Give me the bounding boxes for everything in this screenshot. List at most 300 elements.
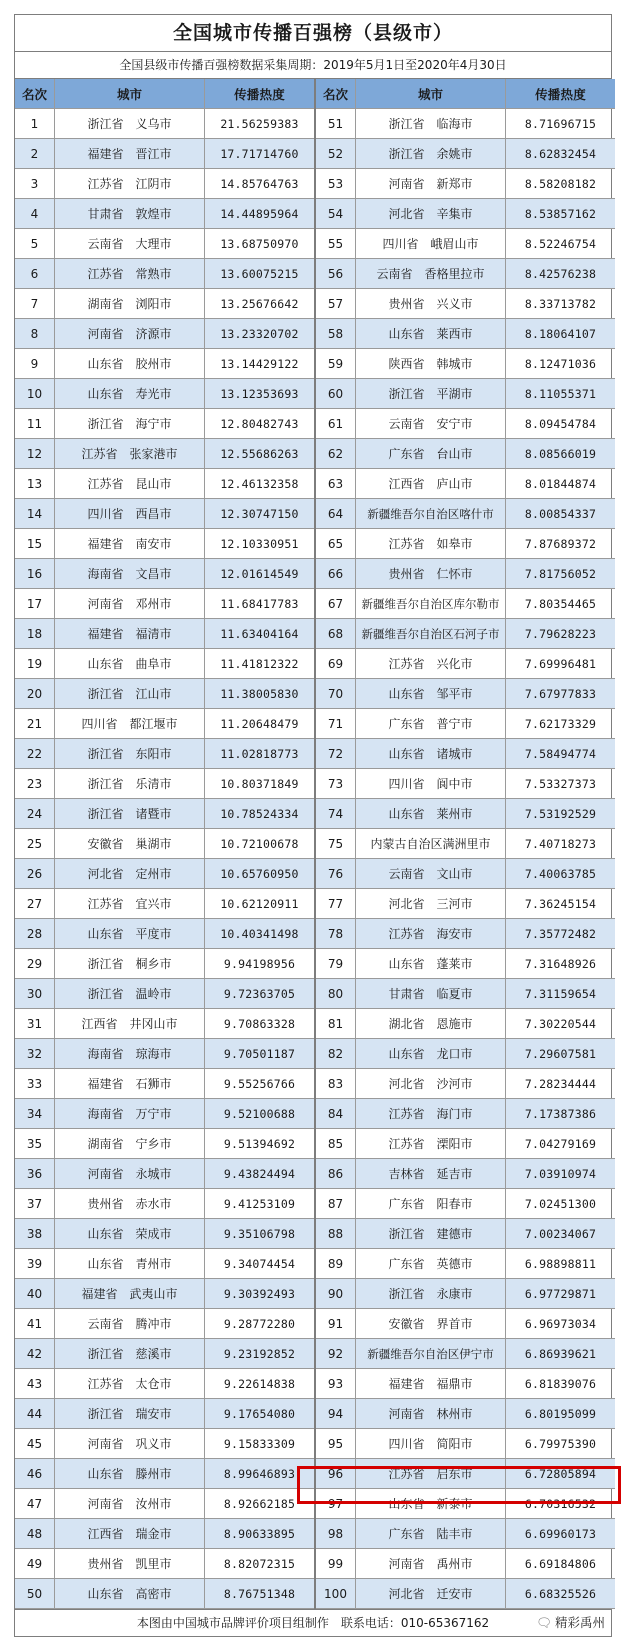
table-row <box>316 949 615 979</box>
row-city: 江苏省 江阴市 <box>55 169 205 198</box>
row-rank: 32 <box>15 1039 55 1068</box>
row-city: 浙江省 江山市 <box>55 679 205 708</box>
row-rank: 45 <box>15 1429 55 1458</box>
row-rank: 98 <box>316 1519 356 1548</box>
row-city: 河南省 济源市 <box>55 319 205 348</box>
row-city: 河南省 新郑市 <box>356 169 506 198</box>
row-rank: 50 <box>15 1579 55 1608</box>
row-rank: 47 <box>15 1489 55 1518</box>
row-rank: 84 <box>316 1099 356 1128</box>
row-city: 陕西省 韩城市 <box>356 349 506 378</box>
row-city: 山东省 曲阜市 <box>55 649 205 678</box>
row-rank: 87 <box>316 1189 356 1218</box>
table-row <box>15 139 314 169</box>
row-heat: 6.81839076 <box>524 1376 597 1391</box>
row-rank: 41 <box>15 1309 55 1338</box>
row-city: 江苏省 启东市 <box>356 1459 506 1488</box>
row-city: 贵州省 兴义市 <box>356 289 506 318</box>
row-heat: 7.03910974 <box>524 1166 597 1181</box>
row-rank: 42 <box>15 1339 55 1368</box>
row-heat: 12.01614549 <box>220 566 299 581</box>
row-rank: 36 <box>15 1159 55 1188</box>
table-row <box>15 1309 314 1339</box>
table-row <box>316 319 615 349</box>
row-heat: 8.09454784 <box>524 416 597 431</box>
row-city: 海南省 万宁市 <box>55 1099 205 1128</box>
row-heat: 13.12353693 <box>220 386 299 401</box>
table-row <box>316 529 615 559</box>
row-city: 浙江省 义乌市 <box>55 109 205 138</box>
row-heat: 7.40718273 <box>524 836 597 851</box>
table-row <box>15 1249 314 1279</box>
row-city: 江苏省 宜兴市 <box>55 889 205 918</box>
row-heat: 6.86939621 <box>524 1346 597 1361</box>
row-city: 浙江省 乐清市 <box>55 769 205 798</box>
row-rank: 48 <box>15 1519 55 1548</box>
row-rank: 71 <box>316 709 356 738</box>
row-rank: 24 <box>15 799 55 828</box>
table-row <box>316 709 615 739</box>
row-heat: 7.81756052 <box>524 566 597 581</box>
row-heat: 8.53857162 <box>524 206 597 221</box>
table-row <box>316 349 615 379</box>
row-city: 江苏省 溧阳市 <box>356 1129 506 1158</box>
header-city: 城市 <box>55 79 205 108</box>
row-heat: 8.99646893 <box>223 1466 296 1481</box>
row-rank: 20 <box>15 679 55 708</box>
row-city: 河南省 汝州市 <box>55 1489 205 1518</box>
row-rank: 33 <box>15 1069 55 1098</box>
right-column <box>314 79 615 1609</box>
row-rank: 61 <box>316 409 356 438</box>
row-heat: 10.72100678 <box>220 836 299 851</box>
row-heat: 9.43824494 <box>223 1166 296 1181</box>
row-heat: 7.04279169 <box>524 1136 597 1151</box>
row-city: 山东省 诸城市 <box>356 739 506 768</box>
row-city: 贵州省 赤水市 <box>55 1189 205 1218</box>
row-city: 山东省 荣成市 <box>55 1219 205 1248</box>
row-rank: 66 <box>316 559 356 588</box>
row-heat: 9.15833309 <box>223 1436 296 1451</box>
row-heat: 13.60075215 <box>220 266 299 281</box>
row-heat: 11.68417783 <box>220 596 299 611</box>
row-city: 河北省 定州市 <box>55 859 205 888</box>
row-city: 河南省 巩义市 <box>55 1429 205 1458</box>
row-rank: 76 <box>316 859 356 888</box>
table-row <box>15 589 314 619</box>
row-rank: 43 <box>15 1369 55 1398</box>
row-heat: 8.52246754 <box>524 236 597 251</box>
row-rank: 88 <box>316 1219 356 1248</box>
row-rank: 21 <box>15 709 55 738</box>
table-row <box>15 199 314 229</box>
row-heat: 10.62120911 <box>220 896 299 911</box>
row-rank: 11 <box>15 409 55 438</box>
row-city: 云南省 香格里拉市 <box>356 259 506 288</box>
table-row <box>15 1549 314 1579</box>
table-row <box>316 1249 615 1279</box>
table-row <box>15 1429 314 1459</box>
row-heat: 7.53192529 <box>524 806 597 821</box>
row-city: 福建省 石狮市 <box>55 1069 205 1098</box>
row-rank: 9 <box>15 349 55 378</box>
row-city: 广东省 陆丰市 <box>356 1519 506 1548</box>
table-row <box>316 1099 615 1129</box>
table-row <box>15 1369 314 1399</box>
row-city: 新疆维吾尔自治区喀什市 <box>356 499 506 528</box>
row-rank: 38 <box>15 1219 55 1248</box>
brand-watermark <box>536 1610 605 1636</box>
table-row <box>316 1459 615 1489</box>
row-rank: 82 <box>316 1039 356 1068</box>
row-city: 吉林省 延吉市 <box>356 1159 506 1188</box>
row-city: 浙江省 建德市 <box>356 1219 506 1248</box>
table-row <box>15 1069 314 1099</box>
table-row <box>15 1129 314 1159</box>
footer-credit: 本图由中国城市品牌评价项目组制作 联系电话：010-65367162 <box>136 1616 490 1630</box>
table-row <box>316 679 615 709</box>
table-row <box>316 1129 615 1159</box>
row-heat: 7.28234444 <box>524 1076 597 1091</box>
table-row <box>15 739 314 769</box>
row-rank: 39 <box>15 1249 55 1278</box>
header-heat: 传播热度 <box>535 86 586 102</box>
row-heat: 12.55686263 <box>220 446 299 461</box>
row-city: 江苏省 太仓市 <box>55 1369 205 1398</box>
row-city: 云南省 安宁市 <box>356 409 506 438</box>
row-city: 河北省 辛集市 <box>356 199 506 228</box>
row-city: 安徽省 界首市 <box>356 1309 506 1338</box>
row-city: 山东省 龙口市 <box>356 1039 506 1068</box>
table-row <box>15 1279 314 1309</box>
row-heat: 9.52100688 <box>223 1106 296 1121</box>
table-row <box>316 799 615 829</box>
table-row <box>15 349 314 379</box>
row-rank: 52 <box>316 139 356 168</box>
table-row <box>15 379 314 409</box>
row-heat: 7.40063785 <box>524 866 597 881</box>
row-rank: 27 <box>15 889 55 918</box>
brand-name: 精彩禹州 <box>554 1615 605 1630</box>
row-city: 四川省 西昌市 <box>55 499 205 528</box>
row-city: 河南省 禹州市 <box>356 1549 506 1578</box>
table-row <box>15 319 314 349</box>
table-row <box>15 709 314 739</box>
row-city: 广东省 英德市 <box>356 1249 506 1278</box>
row-rank: 19 <box>15 649 55 678</box>
row-rank: 22 <box>15 739 55 768</box>
table-row <box>15 829 314 859</box>
table-row <box>15 1219 314 1249</box>
row-heat: 11.02818773 <box>220 746 299 761</box>
row-city: 河南省 林州市 <box>356 1399 506 1428</box>
table-row <box>15 499 314 529</box>
page-title: 全国城市传播百强榜（县级市） <box>15 15 611 52</box>
row-city: 河南省 永城市 <box>55 1159 205 1188</box>
row-city: 山东省 胶州市 <box>55 349 205 378</box>
row-city: 甘肃省 临夏市 <box>356 979 506 1008</box>
row-heat: 10.65760950 <box>220 866 299 881</box>
row-rank: 55 <box>316 229 356 258</box>
row-rank: 10 <box>15 379 55 408</box>
table-row <box>316 169 615 199</box>
table-row <box>316 1489 615 1519</box>
row-rank: 28 <box>15 919 55 948</box>
row-heat: 8.18064107 <box>524 326 597 341</box>
row-heat: 8.01844874 <box>524 476 597 491</box>
row-heat: 7.67977833 <box>524 686 597 701</box>
row-rank: 13 <box>15 469 55 498</box>
table-row <box>316 439 615 469</box>
table-row <box>316 1519 615 1549</box>
row-rank: 2 <box>15 139 55 168</box>
wechat-icon: 🗨 <box>536 1615 552 1630</box>
row-city: 广东省 普宁市 <box>356 709 506 738</box>
row-rank: 90 <box>316 1279 356 1308</box>
row-heat: 7.53327373 <box>524 776 597 791</box>
table-row <box>316 1009 615 1039</box>
table-row <box>316 919 615 949</box>
row-heat: 8.76751348 <box>223 1586 296 1601</box>
row-rank: 35 <box>15 1129 55 1158</box>
row-city: 福建省 晋江市 <box>55 139 205 168</box>
row-rank: 12 <box>15 439 55 468</box>
row-rank: 68 <box>316 619 356 648</box>
row-rank: 78 <box>316 919 356 948</box>
row-heat: 21.56259383 <box>220 116 299 131</box>
row-heat: 9.72363705 <box>223 986 296 1001</box>
table-row <box>316 1339 615 1369</box>
table-row <box>316 1429 615 1459</box>
row-heat: 8.58208182 <box>524 176 597 191</box>
row-heat: 6.72805894 <box>524 1466 597 1481</box>
row-rank: 70 <box>316 679 356 708</box>
table-row <box>15 469 314 499</box>
header-rank: 名次 <box>316 79 356 108</box>
table-row <box>15 769 314 799</box>
row-rank: 65 <box>316 529 356 558</box>
table-row <box>316 859 615 889</box>
row-city: 浙江省 临海市 <box>356 109 506 138</box>
table-row <box>15 259 314 289</box>
table-row <box>15 289 314 319</box>
table-row <box>316 1309 615 1339</box>
row-city: 福建省 福清市 <box>55 619 205 648</box>
row-city: 云南省 腾冲市 <box>55 1309 205 1338</box>
table-row <box>15 109 314 139</box>
row-city: 江西省 瑞金市 <box>55 1519 205 1548</box>
row-city: 湖北省 恩施市 <box>356 1009 506 1038</box>
row-city: 河北省 迁安市 <box>356 1579 506 1608</box>
row-rank: 15 <box>15 529 55 558</box>
row-city: 海南省 琼海市 <box>55 1039 205 1068</box>
footer <box>15 1609 611 1636</box>
row-heat: 9.30392493 <box>223 1286 296 1301</box>
table-row <box>15 1159 314 1189</box>
table-row <box>15 1399 314 1429</box>
row-city: 山东省 邹平市 <box>356 679 506 708</box>
table-row <box>316 1399 615 1429</box>
row-heat: 7.69996481 <box>524 656 597 671</box>
table-row <box>316 739 615 769</box>
row-heat: 12.10330951 <box>220 536 299 551</box>
row-heat: 7.00234067 <box>524 1226 597 1241</box>
row-heat: 9.55256766 <box>223 1076 296 1091</box>
row-rank: 1 <box>15 109 55 138</box>
row-city: 江苏省 海安市 <box>356 919 506 948</box>
row-heat: 7.35772482 <box>524 926 597 941</box>
row-rank: 26 <box>15 859 55 888</box>
row-heat: 7.31648926 <box>524 956 597 971</box>
row-city: 海南省 文昌市 <box>55 559 205 588</box>
row-heat: 8.08566019 <box>524 446 597 461</box>
row-heat: 7.80354465 <box>524 596 597 611</box>
row-city: 浙江省 永康市 <box>356 1279 506 1308</box>
table-row <box>316 1279 615 1309</box>
row-rank: 59 <box>316 349 356 378</box>
row-rank: 77 <box>316 889 356 918</box>
row-rank: 69 <box>316 649 356 678</box>
row-heat: 6.97729871 <box>524 1286 597 1301</box>
table-header-left <box>15 79 314 109</box>
table-row <box>15 859 314 889</box>
table-header-right <box>316 79 615 109</box>
row-city: 内蒙古自治区满洲里市 <box>356 829 506 858</box>
row-rank: 67 <box>316 589 356 618</box>
table-row <box>15 1519 314 1549</box>
row-heat: 6.96973034 <box>524 1316 597 1331</box>
row-city: 山东省 寿光市 <box>55 379 205 408</box>
header-rank: 名次 <box>15 79 55 108</box>
row-heat: 7.29607581 <box>524 1046 597 1061</box>
row-heat: 6.79975390 <box>524 1436 597 1451</box>
row-heat: 11.20648479 <box>220 716 299 731</box>
row-city: 江苏省 昆山市 <box>55 469 205 498</box>
row-rank: 37 <box>15 1189 55 1218</box>
table-row <box>15 889 314 919</box>
row-heat: 9.28772280 <box>223 1316 296 1331</box>
row-heat: 8.33713782 <box>524 296 597 311</box>
table-row <box>316 1549 615 1579</box>
row-city: 新疆维吾尔自治区库尔勒市 <box>356 589 506 618</box>
row-heat: 7.58494774 <box>524 746 597 761</box>
row-city: 云南省 文山市 <box>356 859 506 888</box>
row-rank: 5 <box>15 229 55 258</box>
table-row <box>15 1009 314 1039</box>
table-row <box>316 259 615 289</box>
row-city: 四川省 峨眉山市 <box>356 229 506 258</box>
table-row <box>15 409 314 439</box>
row-heat: 6.69960173 <box>524 1526 597 1541</box>
row-city: 浙江省 余姚市 <box>356 139 506 168</box>
table-row <box>15 229 314 259</box>
row-rank: 85 <box>316 1129 356 1158</box>
row-rank: 6 <box>15 259 55 288</box>
row-heat: 13.23320702 <box>220 326 299 341</box>
row-city: 湖南省 浏阳市 <box>55 289 205 318</box>
row-heat: 9.34074454 <box>223 1256 296 1271</box>
row-heat: 9.41253109 <box>223 1196 296 1211</box>
table-row <box>15 1189 314 1219</box>
row-rank: 8 <box>15 319 55 348</box>
row-rank: 3 <box>15 169 55 198</box>
row-rank: 95 <box>316 1429 356 1458</box>
table-row <box>316 769 615 799</box>
row-rank: 81 <box>316 1009 356 1038</box>
row-city: 广东省 台山市 <box>356 439 506 468</box>
table-row <box>15 1579 314 1609</box>
table-row <box>316 589 615 619</box>
row-rank: 46 <box>15 1459 55 1488</box>
row-heat: 10.40341498 <box>220 926 299 941</box>
row-heat: 8.11055371 <box>524 386 597 401</box>
table-row <box>15 1039 314 1069</box>
row-city: 浙江省 温岭市 <box>55 979 205 1008</box>
row-city: 江苏省 张家港市 <box>55 439 205 468</box>
table-row <box>316 619 615 649</box>
table-row <box>15 679 314 709</box>
row-rank: 62 <box>316 439 356 468</box>
ranking-table <box>14 14 612 1637</box>
row-city: 江西省 庐山市 <box>356 469 506 498</box>
row-rank: 34 <box>15 1099 55 1128</box>
row-rank: 54 <box>316 199 356 228</box>
table-row <box>316 379 615 409</box>
row-heat: 7.02451300 <box>524 1196 597 1211</box>
row-rank: 14 <box>15 499 55 528</box>
row-city: 江苏省 如皋市 <box>356 529 506 558</box>
row-city: 江西省 井冈山市 <box>55 1009 205 1038</box>
row-heat: 8.42576238 <box>524 266 597 281</box>
row-rank: 75 <box>316 829 356 858</box>
header-city: 城市 <box>356 79 506 108</box>
row-city: 山东省 蓬莱市 <box>356 949 506 978</box>
row-city: 山东省 莱西市 <box>356 319 506 348</box>
row-rank: 100 <box>316 1579 356 1608</box>
table-row <box>316 289 615 319</box>
row-heat: 8.62832454 <box>524 146 597 161</box>
row-rank: 73 <box>316 769 356 798</box>
row-heat: 17.71714760 <box>220 146 299 161</box>
row-city: 浙江省 桐乡市 <box>55 949 205 978</box>
row-rank: 49 <box>15 1549 55 1578</box>
row-heat: 7.31159654 <box>524 986 597 1001</box>
row-heat: 9.17654080 <box>223 1406 296 1421</box>
row-heat: 6.69184806 <box>524 1556 597 1571</box>
row-rank: 56 <box>316 259 356 288</box>
row-heat: 9.23192852 <box>223 1346 296 1361</box>
row-city: 江苏省 常熟市 <box>55 259 205 288</box>
table-columns <box>15 79 611 1609</box>
table-row <box>15 979 314 1009</box>
table-row <box>316 109 615 139</box>
row-city: 四川省 都江堰市 <box>55 709 205 738</box>
table-row <box>316 409 615 439</box>
table-row <box>15 649 314 679</box>
row-city: 山东省 青州市 <box>55 1249 205 1278</box>
row-rank: 97 <box>316 1489 356 1518</box>
table-row <box>316 559 615 589</box>
row-heat: 8.00854337 <box>524 506 597 521</box>
row-rank: 93 <box>316 1369 356 1398</box>
row-heat: 9.94198956 <box>223 956 296 971</box>
row-heat: 11.63404164 <box>220 626 299 641</box>
row-heat: 13.14429122 <box>220 356 299 371</box>
row-heat: 6.98898811 <box>524 1256 597 1271</box>
row-city: 山东省 滕州市 <box>55 1459 205 1488</box>
row-city: 安徽省 巢湖市 <box>55 829 205 858</box>
table-row <box>316 1159 615 1189</box>
